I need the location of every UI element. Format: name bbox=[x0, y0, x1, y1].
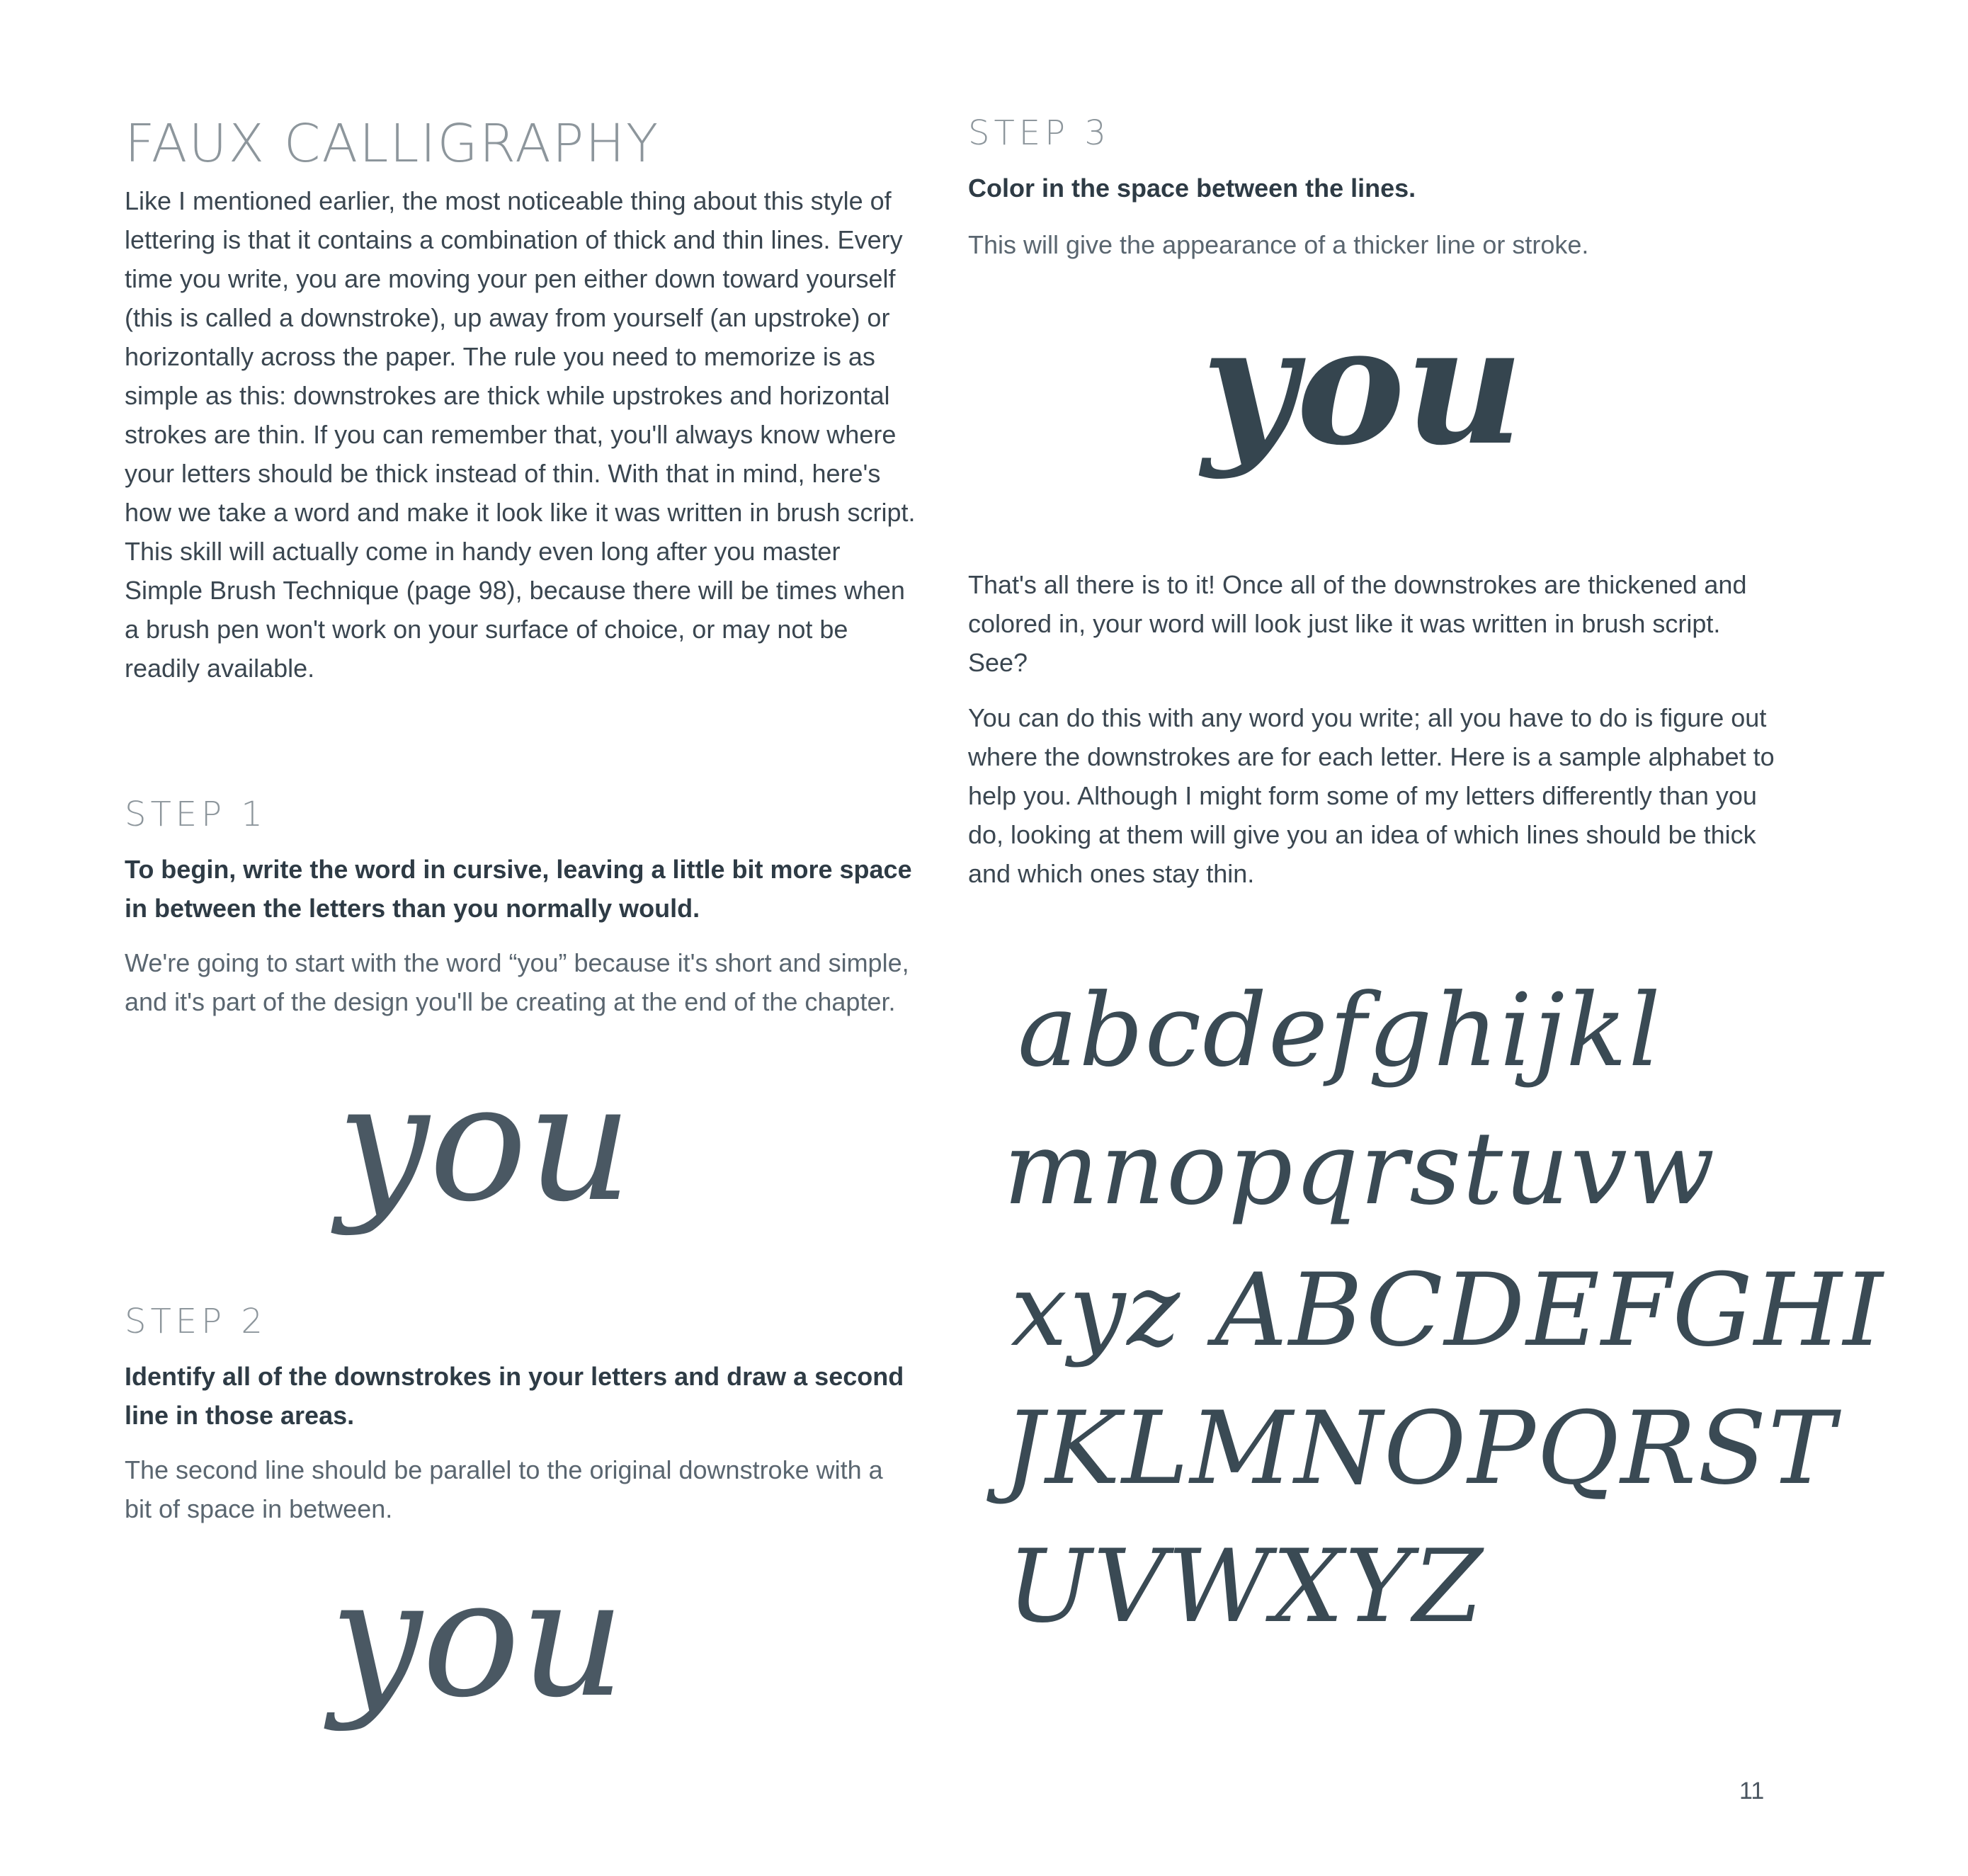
step3-filled-sample: you bbox=[1202, 290, 1524, 482]
step3-description: This will give the appearance of a thicker line or stroke. bbox=[968, 230, 1589, 259]
alphabet-line-4: JKLMNOPQRST bbox=[1003, 1390, 1837, 1507]
step1-heading: STEP 1 bbox=[125, 795, 267, 834]
step2-outlined-sample: you bbox=[330, 1545, 625, 1734]
alphabet-line-2: mnopqrstuvw bbox=[1003, 1110, 1717, 1227]
step2-heading: STEP 2 bbox=[125, 1302, 267, 1341]
step3-heading: STEP 3 bbox=[968, 113, 1110, 153]
step1-description: We're going to start with the word “you” because it's short and simple, and it's part of the design you'll be creating at the end of the chapter. bbox=[125, 948, 909, 1016]
step3-instruction: Color in the space between the lines. bbox=[968, 174, 1416, 203]
step1-cursive-sample: you bbox=[337, 1049, 632, 1238]
intro-paragraph: Like I mentioned earlier, the most noticeable thing about this style of lettering is that it contains a combination of thick and thin lines. Every time you write, you are moving your pen either down toward yourself (this is called a downstroke), up away from yourself (an upstroke) or horizontally across the paper. The rule you need to memorize is as simple as this: downstrokes are thick while upstrokes and horizontal strokes are thin. If you can remember that, you'll always know where your letters should be thick instead of thin. With that in mind, here's how we take a word and make it look like it was written in brush script. This skill will actually come in handy even long after you master Simple Brush Technique (page 98), because there will be times when a brush pen won't work on your surface of choice, or may not be readily available. bbox=[125, 186, 916, 683]
alphabet-intro-paragraph: You can do this with any word you write; all you have to do is figure out where the downstrokes are for each letter. Here is a sample alphabet to help you. Although I might form some of my letters differently than you do, looking at them will give you an idea of which lines should be thick and which ones stay thin. bbox=[968, 703, 1775, 888]
step2-instruction: Identify all of the downstrokes in your letters and draw a second line in those areas. bbox=[125, 1362, 904, 1430]
conclusion-paragraph: That's all there is to it! Once all of the downstrokes are thickened and colored in, your word will look just like it was written in brush script. See? bbox=[968, 570, 1747, 677]
alphabet-line-3: xyz ABCDEFGHI bbox=[1011, 1252, 1884, 1369]
step1-instruction: To begin, write the word in cursive, leaving a little bit more space in between the letters than you normally would. bbox=[125, 855, 912, 923]
page-title: FAUX CALLIGRAPHY bbox=[125, 113, 660, 174]
alphabet-line-5: UVWXYZ bbox=[1007, 1528, 1484, 1645]
step2-description: The second line should be parallel to the original downstroke with a bit of space in between. bbox=[125, 1455, 883, 1523]
alphabet-line-1: abcdefghijkl bbox=[1018, 972, 1662, 1089]
page-number: 11 bbox=[1739, 1778, 1765, 1804]
